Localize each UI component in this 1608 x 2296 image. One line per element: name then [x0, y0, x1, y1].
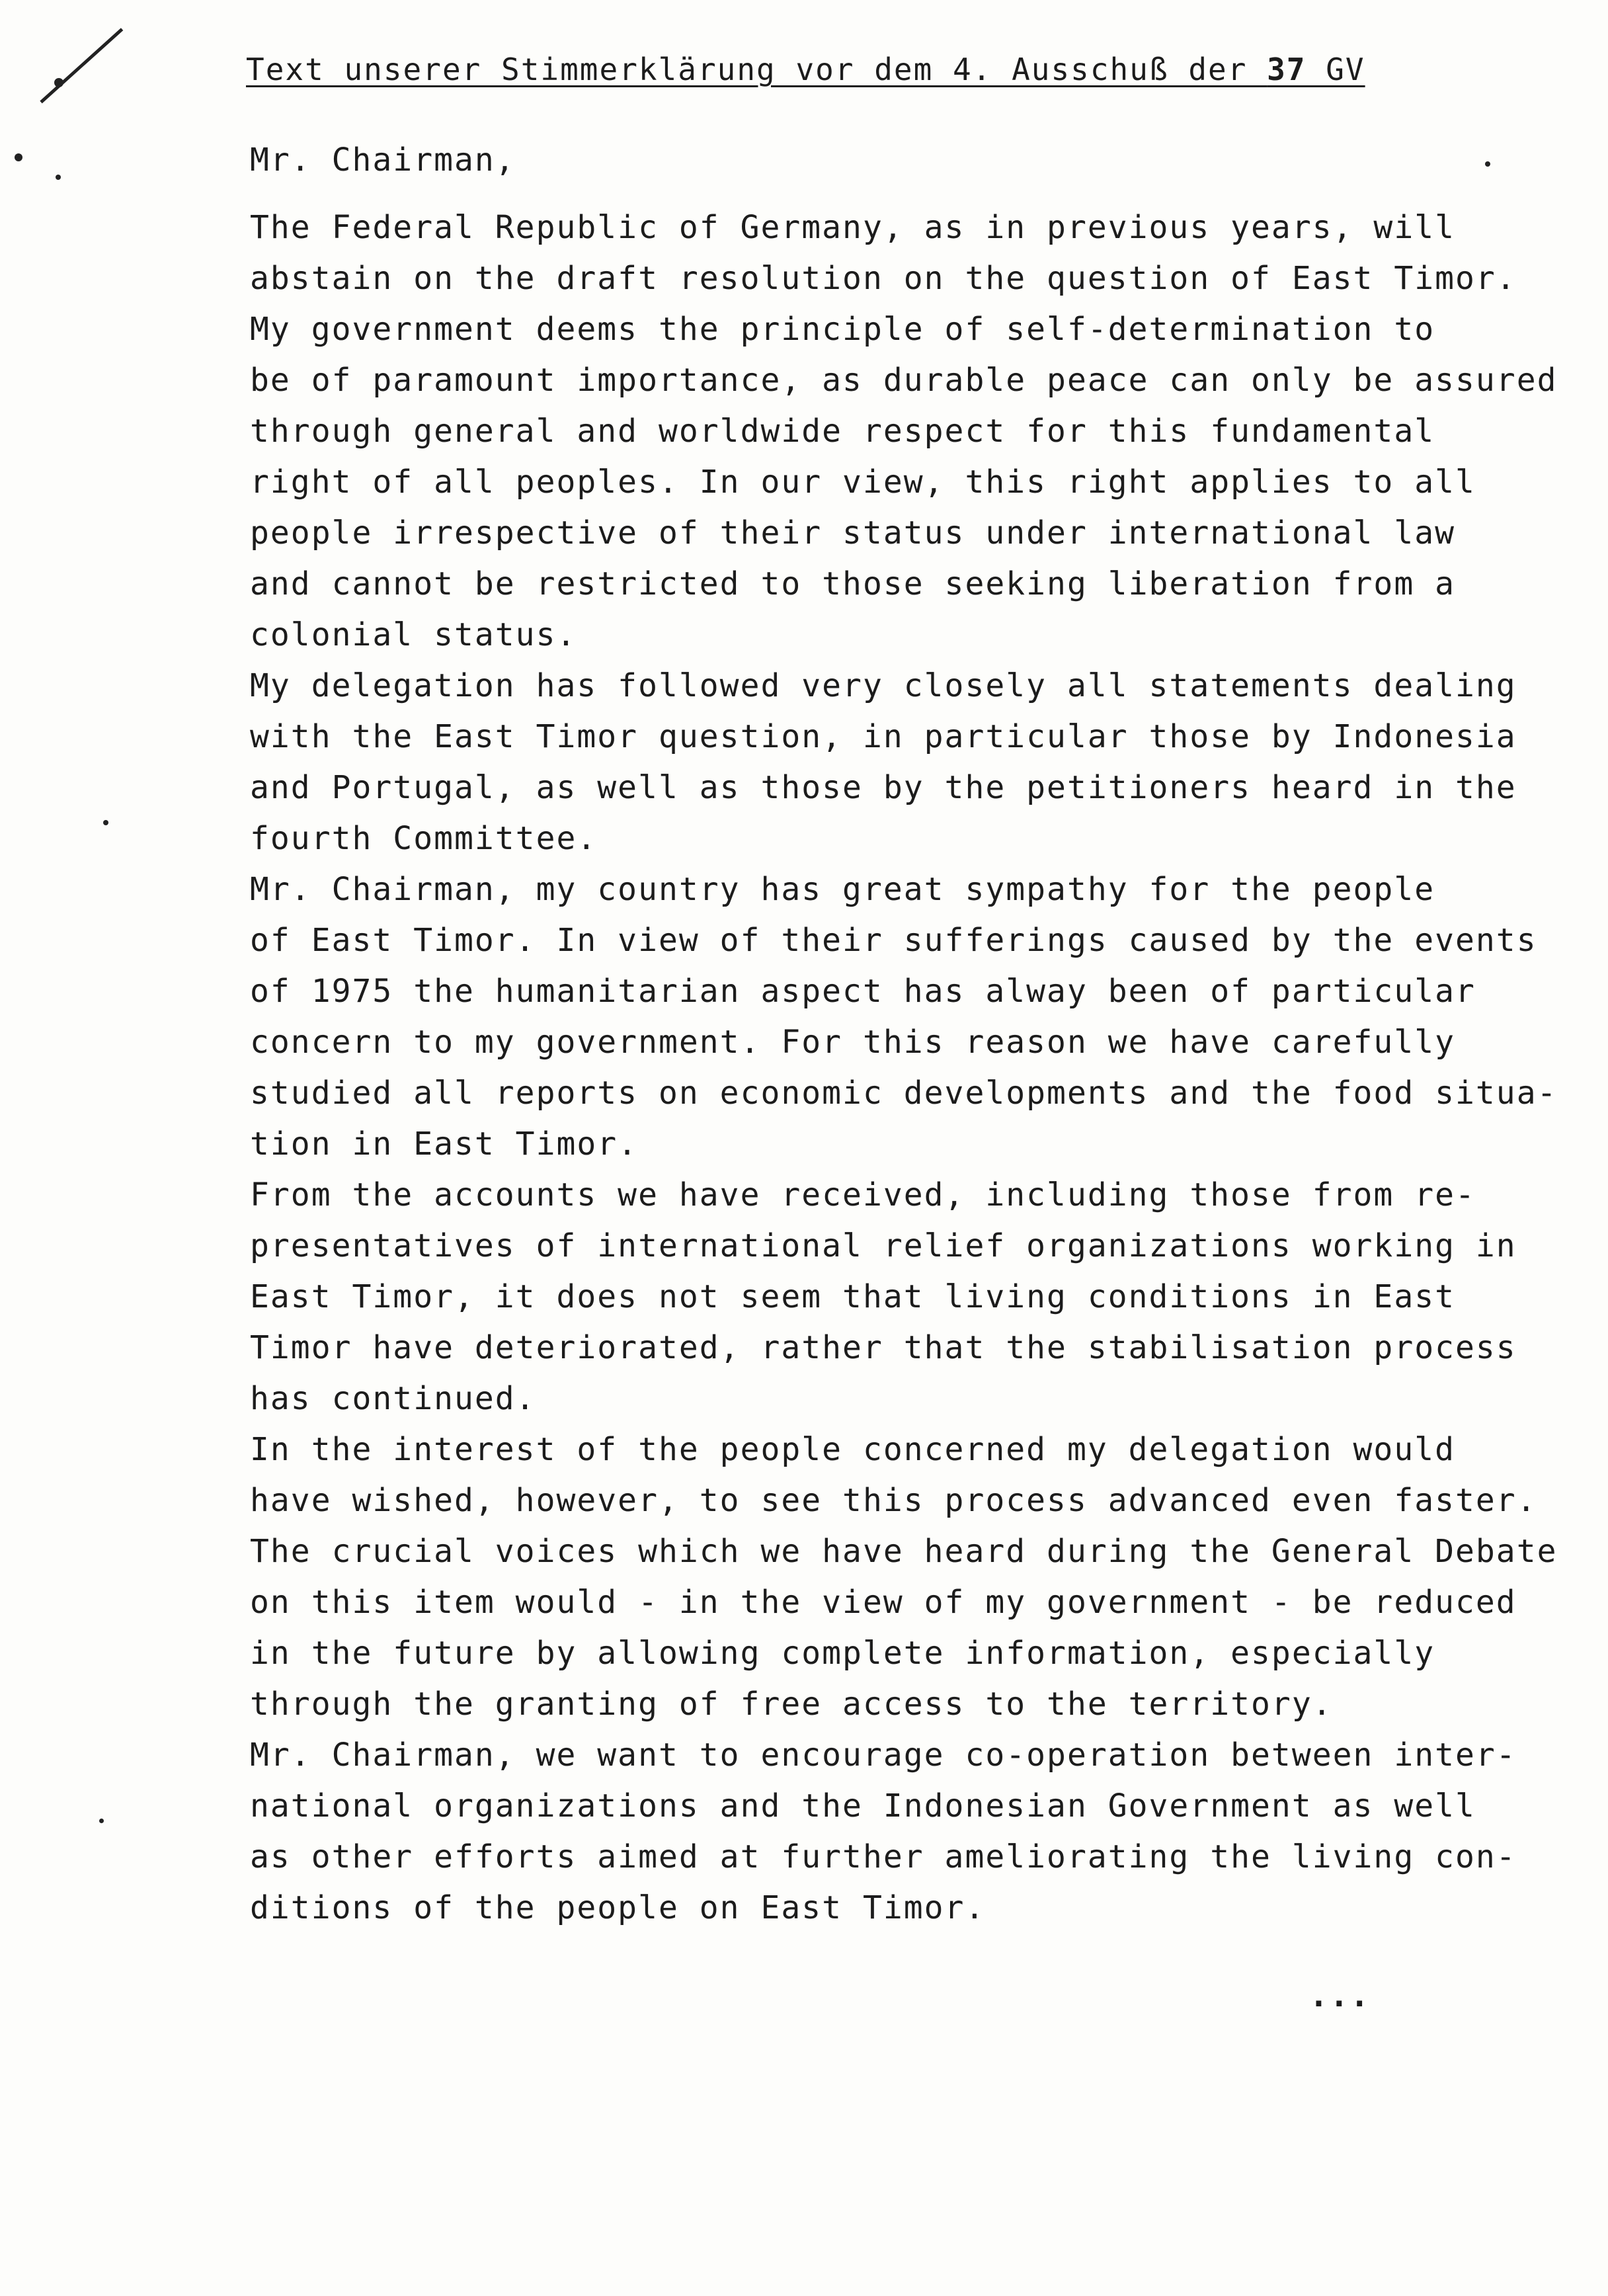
text-line: tion in East Timor. — [250, 1126, 639, 1163]
margin-dot — [103, 820, 108, 825]
text-line: colonial status. — [250, 616, 577, 653]
pen-stroke-mark — [40, 28, 123, 103]
salutation: Mr. Chairman, — [250, 142, 516, 179]
text-line: right of all peoples. In our view, this right applies to all — [250, 464, 1476, 501]
text-line: with the East Timor question, in particular those by Indonesia — [250, 718, 1517, 755]
text-line: East Timor, it does not seem that living conditions in East — [250, 1278, 1456, 1315]
text-line: and cannot be restricted to those seeking liberation from a — [250, 565, 1456, 602]
margin-dot — [54, 78, 63, 87]
text-line: fourth Committee. — [250, 820, 598, 857]
text-line: have wished, however, to see this process advanced even faster. — [250, 1482, 1537, 1519]
text-line: has continued. — [250, 1380, 536, 1417]
margin-dot — [99, 1819, 104, 1823]
text-line: The Federal Republic of Germany, as in previous years, will — [250, 209, 1456, 246]
text-line: studied all reports on economic developments and the food situa- — [250, 1075, 1558, 1112]
text-line: From the accounts we have received, including those from re- — [250, 1176, 1476, 1213]
text-line: Mr. Chairman, we want to encourage co-operation between inter- — [250, 1737, 1517, 1774]
text-line: as other efforts aimed at further ameliorating the living con- — [250, 1838, 1517, 1875]
text-line: of East Timor. In view of their sufferings caused by the events — [250, 922, 1537, 959]
text-line: be of paramount importance, as durable peace can only be assured — [250, 362, 1558, 399]
text-line: in the future by allowing complete information, especially — [250, 1635, 1435, 1672]
text-line: of 1975 the humanitarian aspect has alway been of particular — [250, 973, 1476, 1010]
text-line: Mr. Chairman, my country has great sympathy for the people — [250, 871, 1435, 908]
statement-body — [250, 202, 1572, 1934]
text-line: My government deems the principle of self-determination to — [250, 311, 1435, 348]
margin-dot — [1485, 161, 1490, 167]
text-line: and Portugal, as well as those by the petitioners heard in the — [250, 769, 1517, 806]
heading-prefix: Text unserer Stimmerklärung vor dem 4. Ausschuß der — [246, 52, 1267, 87]
text-line: Timor have deteriorated, rather that the stabilisation process — [250, 1329, 1517, 1366]
heading-number: 37 — [1267, 52, 1306, 87]
text-line: presentatives of international relief organizations working in — [250, 1227, 1517, 1264]
text-line: ditions of the people on East Timor. — [250, 1889, 986, 1926]
document-heading — [246, 52, 1365, 87]
text-line: abstain on the draft resolution on the question of East Timor. — [250, 260, 1517, 297]
text-line: people irrespective of their status under international law — [250, 514, 1456, 552]
text-line: national organizations and the Indonesian Government as well — [250, 1787, 1476, 1824]
text-line: through the granting of free access to the territory. — [250, 1686, 1333, 1723]
text-line: on this item would - in the view of my government - be reduced — [250, 1584, 1517, 1621]
text-line: concern to my government. For this reason we have carefully — [250, 1024, 1456, 1061]
margin-dot — [56, 175, 61, 180]
text-line: My delegation has followed very closely all statements dealing — [250, 667, 1517, 704]
text-line: through general and worldwide respect for this fundamental — [250, 413, 1435, 450]
continuation-marker: ... — [1309, 1977, 1371, 2014]
text-line: In the interest of the people concerned my delegation would — [250, 1431, 1456, 1468]
heading-suffix: GV — [1306, 52, 1365, 87]
text-line: The crucial voices which we have heard during the General Debate — [250, 1533, 1558, 1570]
margin-dot — [15, 153, 22, 161]
